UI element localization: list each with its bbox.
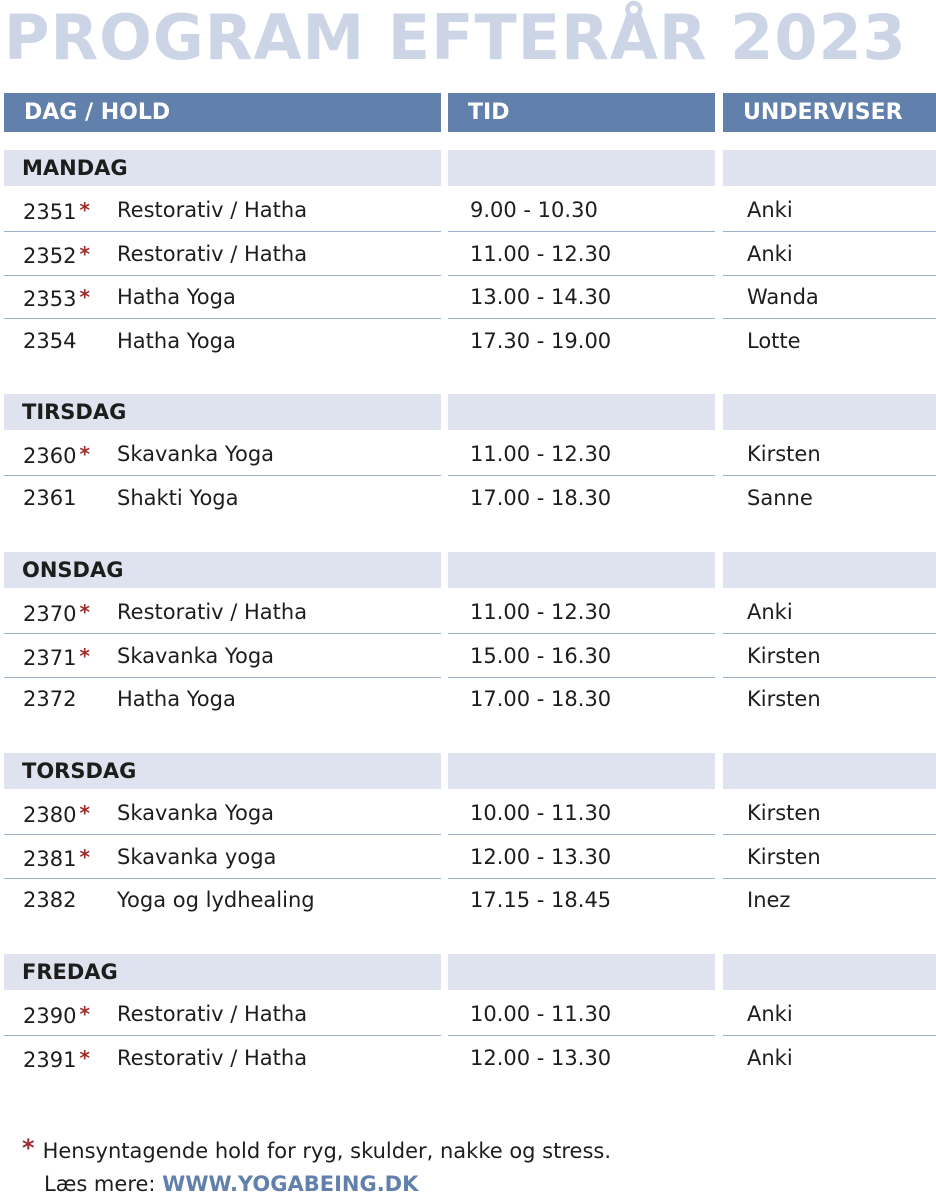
class-code xyxy=(23,319,76,363)
class-code xyxy=(23,275,90,321)
class-name: Shakti Yoga xyxy=(117,485,239,510)
class-teacher: Kirsten xyxy=(747,687,821,712)
class-time: 17.00 - 18.30 xyxy=(470,485,612,510)
class-code xyxy=(23,878,76,922)
footnote-text: Hensyntagende hold for ryg, skulder, nakke og stress. xyxy=(42,1139,611,1163)
read-more-label: Læs mere: xyxy=(44,1172,156,1196)
day-bar xyxy=(723,753,936,789)
class-code-number: 2353 xyxy=(23,287,77,312)
class-name: Hatha Yoga xyxy=(117,285,236,310)
class-code-number: 2371 xyxy=(23,645,77,670)
header-day-hold: DAG / HOLD xyxy=(4,93,441,132)
class-teacher: Wanda xyxy=(723,275,936,319)
class-code-number: 2352 xyxy=(23,243,77,268)
day-bar xyxy=(448,954,715,990)
day-bar xyxy=(448,150,715,186)
class-name: Skavanka Yoga xyxy=(117,801,275,825)
class-cell xyxy=(4,878,441,922)
class-cell xyxy=(4,835,441,879)
asterisk-icon: * xyxy=(79,442,90,466)
asterisk-icon: * xyxy=(79,241,90,266)
class-code-number: 2382 xyxy=(23,888,77,913)
class-name: Skavanka Yoga xyxy=(117,442,275,466)
class-teacher: Kirsten xyxy=(723,634,936,678)
day-bar xyxy=(448,753,715,789)
class-time: 15.00 - 16.30 xyxy=(448,634,715,678)
day-name: TORSDAG xyxy=(4,753,441,789)
class-code xyxy=(23,992,90,1038)
class-time: 17.30 - 19.00 xyxy=(470,328,612,353)
class-time: 17.00 - 18.30 xyxy=(470,687,612,712)
class-time: 11.00 - 12.30 xyxy=(448,232,715,276)
class-teacher: Lotte xyxy=(747,328,801,353)
read-more xyxy=(44,1168,418,1200)
asterisk-icon: * xyxy=(79,1045,90,1070)
class-cell xyxy=(4,992,441,1036)
class-teacher: Kirsten xyxy=(723,835,936,879)
class-code xyxy=(23,1036,90,1082)
class-time: 13.00 - 14.30 xyxy=(448,275,715,319)
class-time: 11.00 - 12.30 xyxy=(448,590,715,634)
day-bar xyxy=(723,552,936,588)
class-teacher: Anki xyxy=(723,992,936,1036)
asterisk-icon: * xyxy=(79,844,90,869)
class-code-number: 2380 xyxy=(23,803,77,827)
class-teacher: Kirsten xyxy=(723,432,936,476)
class-teacher: Anki xyxy=(747,1045,793,1070)
class-cell xyxy=(4,432,441,476)
day-bar xyxy=(723,954,936,990)
class-code-number: 2351 xyxy=(23,200,77,224)
class-code xyxy=(23,634,90,680)
header-time: TID xyxy=(448,93,715,132)
asterisk-icon: * xyxy=(79,801,90,825)
asterisk-icon: * xyxy=(79,600,90,624)
class-name: Restorativ / Hatha xyxy=(117,1045,308,1070)
class-code xyxy=(23,791,90,837)
class-cell xyxy=(4,476,441,520)
class-code xyxy=(23,432,90,478)
class-teacher: Inez xyxy=(747,888,791,913)
class-name: Skavanka yoga xyxy=(117,844,277,869)
class-cell xyxy=(4,590,441,634)
day-bar xyxy=(723,150,936,186)
class-name: Skavanka Yoga xyxy=(117,643,275,668)
day-name: TIRSDAG xyxy=(4,394,441,430)
header-teacher: UNDERVISER xyxy=(723,93,936,132)
class-time: 9.00 - 10.30 xyxy=(448,188,715,232)
class-code-number: 2354 xyxy=(23,328,77,353)
class-time: 10.00 - 11.30 xyxy=(448,992,715,1036)
class-teacher: Anki xyxy=(723,232,936,276)
class-cell xyxy=(4,275,441,319)
class-code-number: 2391 xyxy=(23,1047,77,1072)
class-name: Restorativ / Hatha xyxy=(117,1002,308,1026)
footnote xyxy=(22,1132,611,1167)
class-time: 10.00 - 11.30 xyxy=(448,791,715,835)
asterisk-icon: * xyxy=(79,643,90,668)
class-name: Hatha Yoga xyxy=(117,328,236,353)
class-teacher: Sanne xyxy=(747,485,813,510)
class-teacher: Anki xyxy=(723,188,936,232)
class-cell xyxy=(4,791,441,835)
class-code-number: 2390 xyxy=(23,1004,77,1028)
asterisk-icon: * xyxy=(22,1134,35,1162)
class-code xyxy=(23,188,90,234)
class-time: 12.00 - 13.30 xyxy=(448,835,715,879)
class-time: 17.15 - 18.45 xyxy=(470,888,612,913)
class-code xyxy=(23,590,90,636)
website-link[interactable]: WWW.YOGABEING.DK xyxy=(162,1172,419,1196)
class-cell xyxy=(4,1036,441,1080)
class-name: Restorativ / Hatha xyxy=(117,241,308,266)
asterisk-icon: * xyxy=(79,198,90,222)
class-cell xyxy=(4,319,441,363)
day-name: ONSDAG xyxy=(4,552,441,588)
day-bar xyxy=(448,394,715,430)
class-code-number: 2381 xyxy=(23,846,77,871)
class-code-number: 2370 xyxy=(23,602,77,626)
class-teacher: Anki xyxy=(723,590,936,634)
class-code xyxy=(23,677,76,721)
class-code xyxy=(23,835,90,881)
class-name: Hatha Yoga xyxy=(117,687,236,712)
class-cell xyxy=(4,677,441,721)
class-teacher: Kirsten xyxy=(723,791,936,835)
class-time: 12.00 - 13.30 xyxy=(470,1045,612,1070)
day-bar xyxy=(448,552,715,588)
day-name: FREDAG xyxy=(4,954,441,990)
day-bar xyxy=(723,394,936,430)
class-cell xyxy=(4,232,441,276)
class-name: Restorativ / Hatha xyxy=(117,198,308,222)
day-name: MANDAG xyxy=(4,150,441,186)
class-code xyxy=(23,476,76,520)
asterisk-icon: * xyxy=(79,285,90,310)
class-code-number: 2372 xyxy=(23,687,77,712)
class-code xyxy=(23,232,90,278)
class-code-number: 2360 xyxy=(23,444,77,468)
asterisk-icon: * xyxy=(79,1002,90,1026)
class-cell xyxy=(4,634,441,678)
class-name: Restorativ / Hatha xyxy=(117,600,308,624)
class-code-number: 2361 xyxy=(23,485,77,510)
class-name: Yoga og lydhealing xyxy=(117,888,315,913)
page-title: PROGRAM EFTERÅR 2023 xyxy=(4,1,907,74)
class-time: 11.00 - 12.30 xyxy=(448,432,715,476)
class-cell xyxy=(4,188,441,232)
